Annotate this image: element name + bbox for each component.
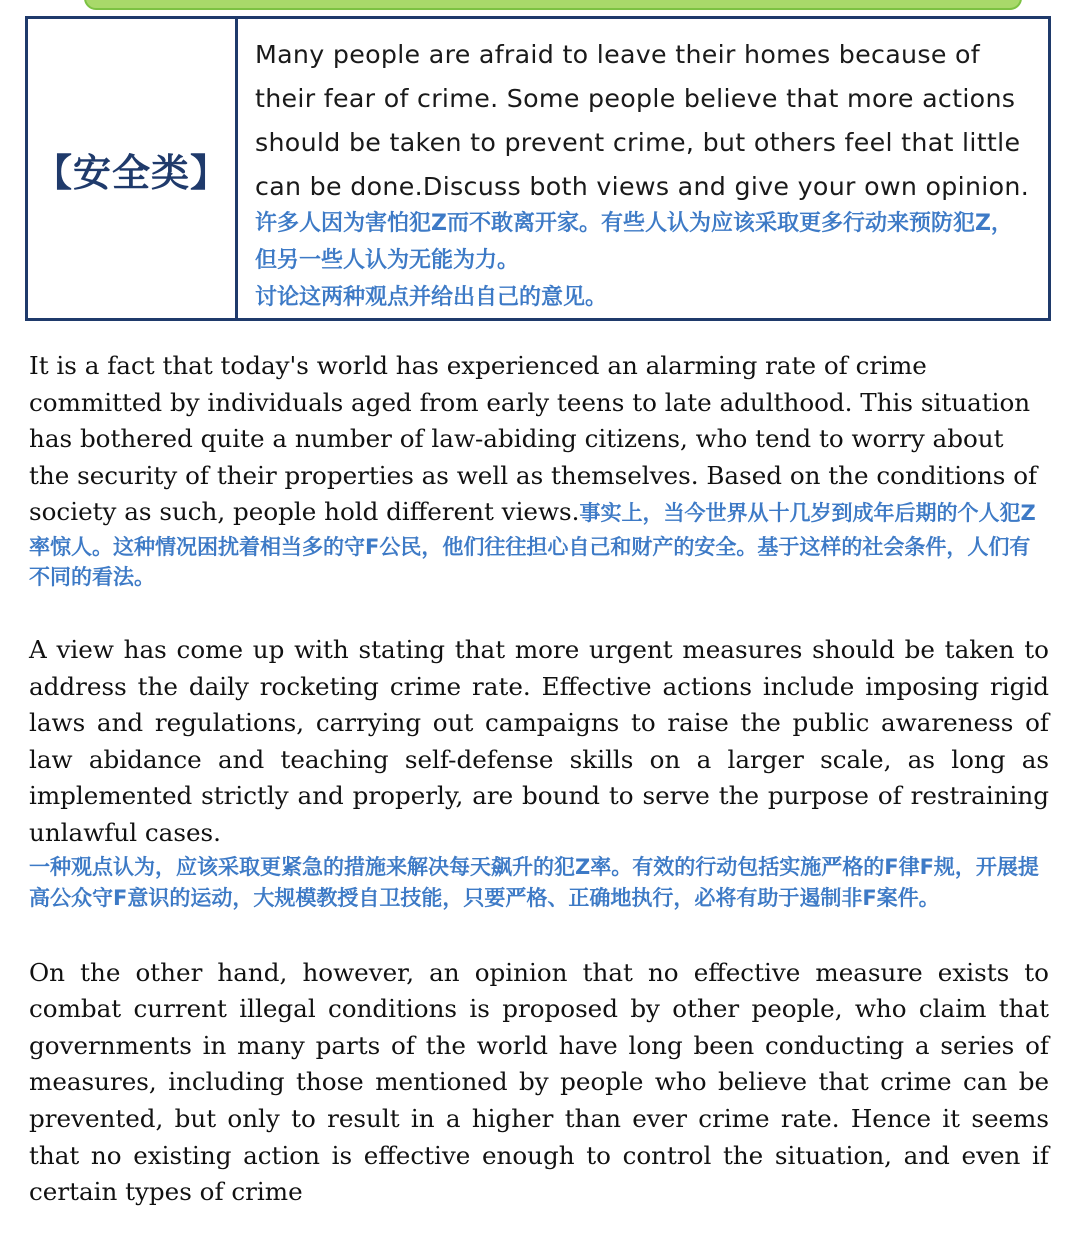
- paragraph-2-chinese: 一种观点认为，应该采取更紧急的措施来解决每天飙升的犯Z率。有效的行动包括实施严格的F律F规，开展提高公众守F意识的运动，大规模教授自卫技能，只要严格、正确地执行，必将有助于遏制非F案件。: [29, 854, 1039, 910]
- header-decoration-bar: [84, 0, 1022, 10]
- paragraph-1-chinese: 事实上，当今世界从十几岁到成年后期的个人犯Z率惊人。这种情况困扰着相当多的守F公民，他们往往担心自己和财产的安全。基于这样的社会条件，人们有不同的看法。: [29, 501, 1036, 589]
- essay-body: [29, 348, 1049, 1252]
- prompt-chinese-instruction: 讨论这两种观点并给出自己的意见。: [255, 285, 608, 310]
- category-cell: [28, 19, 238, 318]
- paragraph-1-english: It is a fact that today's world has experienced an alarming rate of crime committed by individuals aged from early teens to late adulthood. This situation has bothered quite a number of law-abiding citizens, who tend to worry about the security of their properties as well as themselves. Based on the conditions of society as such, people hold different views.: [29, 351, 1038, 527]
- paragraph-3-english: On the other hand, however, an opinion that no effective measure exists to combat current illegal conditions is proposed by other people, who claim that governments in many parts of the world have long been conducting a series of measures, including those mentioned by people who believe that crime can be prevented, but only to result in a higher than ever crime rate. Hence it seems that no existing action is effective enough to control the situation, and even if certain types of crime: [29, 957, 1049, 1207]
- essay-paragraph-1: [29, 348, 1049, 591]
- prompt-english: Many people are afraid to leave their homes because of their fear of crime. Some people believe that more actions should be taken to prevent crime, but others feel that little can be done.Discuss both views and give your own opinion.: [255, 40, 1030, 201]
- essay-paragraph-3: [29, 955, 1049, 1211]
- paragraph-2-english: A view has come up with stating that more urgent measures should be taken to address the daily rocketing crime rate. Effective actions include imposing rigid laws and regulations, carrying out campaigns to raise the public awareness of law abidance and teaching self-defense skills on a larger scale, as long as implemented strictly and properly, are bound to serve the purpose of restraining unlawful cases.: [29, 634, 1049, 847]
- question-box: [25, 16, 1051, 321]
- essay-paragraph-2: [29, 632, 1049, 914]
- prompt-chinese: 许多人因为害怕犯Z而不敢离开家。有些人认为应该采取更多行动来预防犯Z，但另一些人认为无能为力。: [255, 211, 1013, 273]
- prompt-cell: [238, 19, 1048, 318]
- category-label: 【安全类】: [33, 151, 229, 195]
